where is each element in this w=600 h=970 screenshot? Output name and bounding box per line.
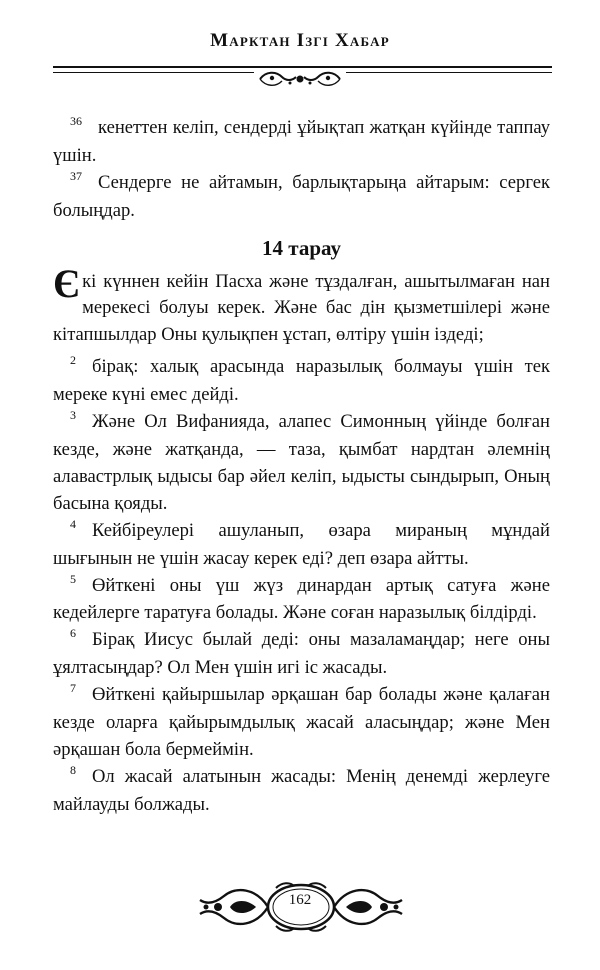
verse-text: Және Ол Вифанияда, алапес Симонның үйінде болған кезде, және жатқанда, — таза, қымбат нардтан әлемнің алавастрлық ыдысы бар әйел келіп, ыдысты сындырып, Оның басына қояды. — [53, 411, 550, 514]
verse-text: Өйткені оны үш жүз динардан артық сатуға және кедейлерге таратуға болады. Және соған наразылық білдірді. — [53, 574, 550, 624]
verse-number: 3 — [70, 408, 76, 423]
drop-cap: Є — [53, 260, 81, 306]
verse-text: Ол жасай алатынын жасады: Менің денемді жерлеуге майлауды болжады. — [53, 765, 550, 815]
chapter-heading: 14 тарау — [262, 235, 341, 260]
verse-1 — [53, 260, 550, 350]
verse-6 — [53, 627, 550, 682]
verse-3 — [53, 409, 550, 518]
header-ornament-icon — [254, 69, 346, 89]
page-number: 162 — [288, 892, 312, 908]
verse-4 — [53, 518, 550, 573]
verse-text: кі күннен кейін Пасха және тұздалған, ашытылмаған нан мерекесі болуы керек. Және бас дін қызметшілері және кітапшылдар Оны қулықпен ұстап, өлтіру үшін іздеді; — [53, 270, 550, 346]
running-header: Марктан Ізгі Хабар — [210, 30, 390, 51]
verse-36 — [53, 115, 550, 170]
verse-text: Бірақ Иисус былай деді: оны мазаламаңдар; неге оны ұялтасыңдар? Ол Мен үшін игі іс жасады. — [53, 629, 550, 679]
header-rule-thick — [53, 66, 552, 68]
verse-7 — [53, 682, 550, 764]
verse-37 — [53, 170, 550, 225]
verse-number: 6 — [70, 626, 76, 641]
verse-number: 36 — [70, 114, 82, 128]
verse-number: 5 — [70, 571, 76, 586]
verse-number: 4 — [70, 516, 76, 531]
verse-text: кенеттен келіп, сендерді ұйықтап жатқан күйінде таппау үшін. — [53, 117, 550, 166]
verse-text: Кейбіреулері ашуланып, өзара мираның мұндай шығынын не үшін жасау керек еді? деп өзара айтты. — [53, 519, 550, 569]
verse-number: 2 — [70, 353, 76, 368]
verse-number: 8 — [70, 762, 76, 777]
verse-5 — [53, 573, 550, 628]
verse-2 — [53, 354, 550, 409]
body-text — [53, 115, 550, 819]
verse-number: 37 — [70, 168, 82, 183]
verse-number: 7 — [70, 681, 76, 696]
verse-8 — [53, 764, 550, 819]
verse-text: Өйткені қайыршылар әрқашан бар болады және қалаған кезде оларға қайырымдылық жасай аласыңдар; және Мен әрқашан бола бермеймін. — [53, 684, 550, 760]
verse-text: бірақ: халық арасында наразылық болмауы үшін тек мереке күні емес дейді. — [53, 356, 550, 406]
verse-text: Сендерге не айтамын, барлықтарыңа айтарым: сергек болыңдар. — [53, 171, 550, 221]
